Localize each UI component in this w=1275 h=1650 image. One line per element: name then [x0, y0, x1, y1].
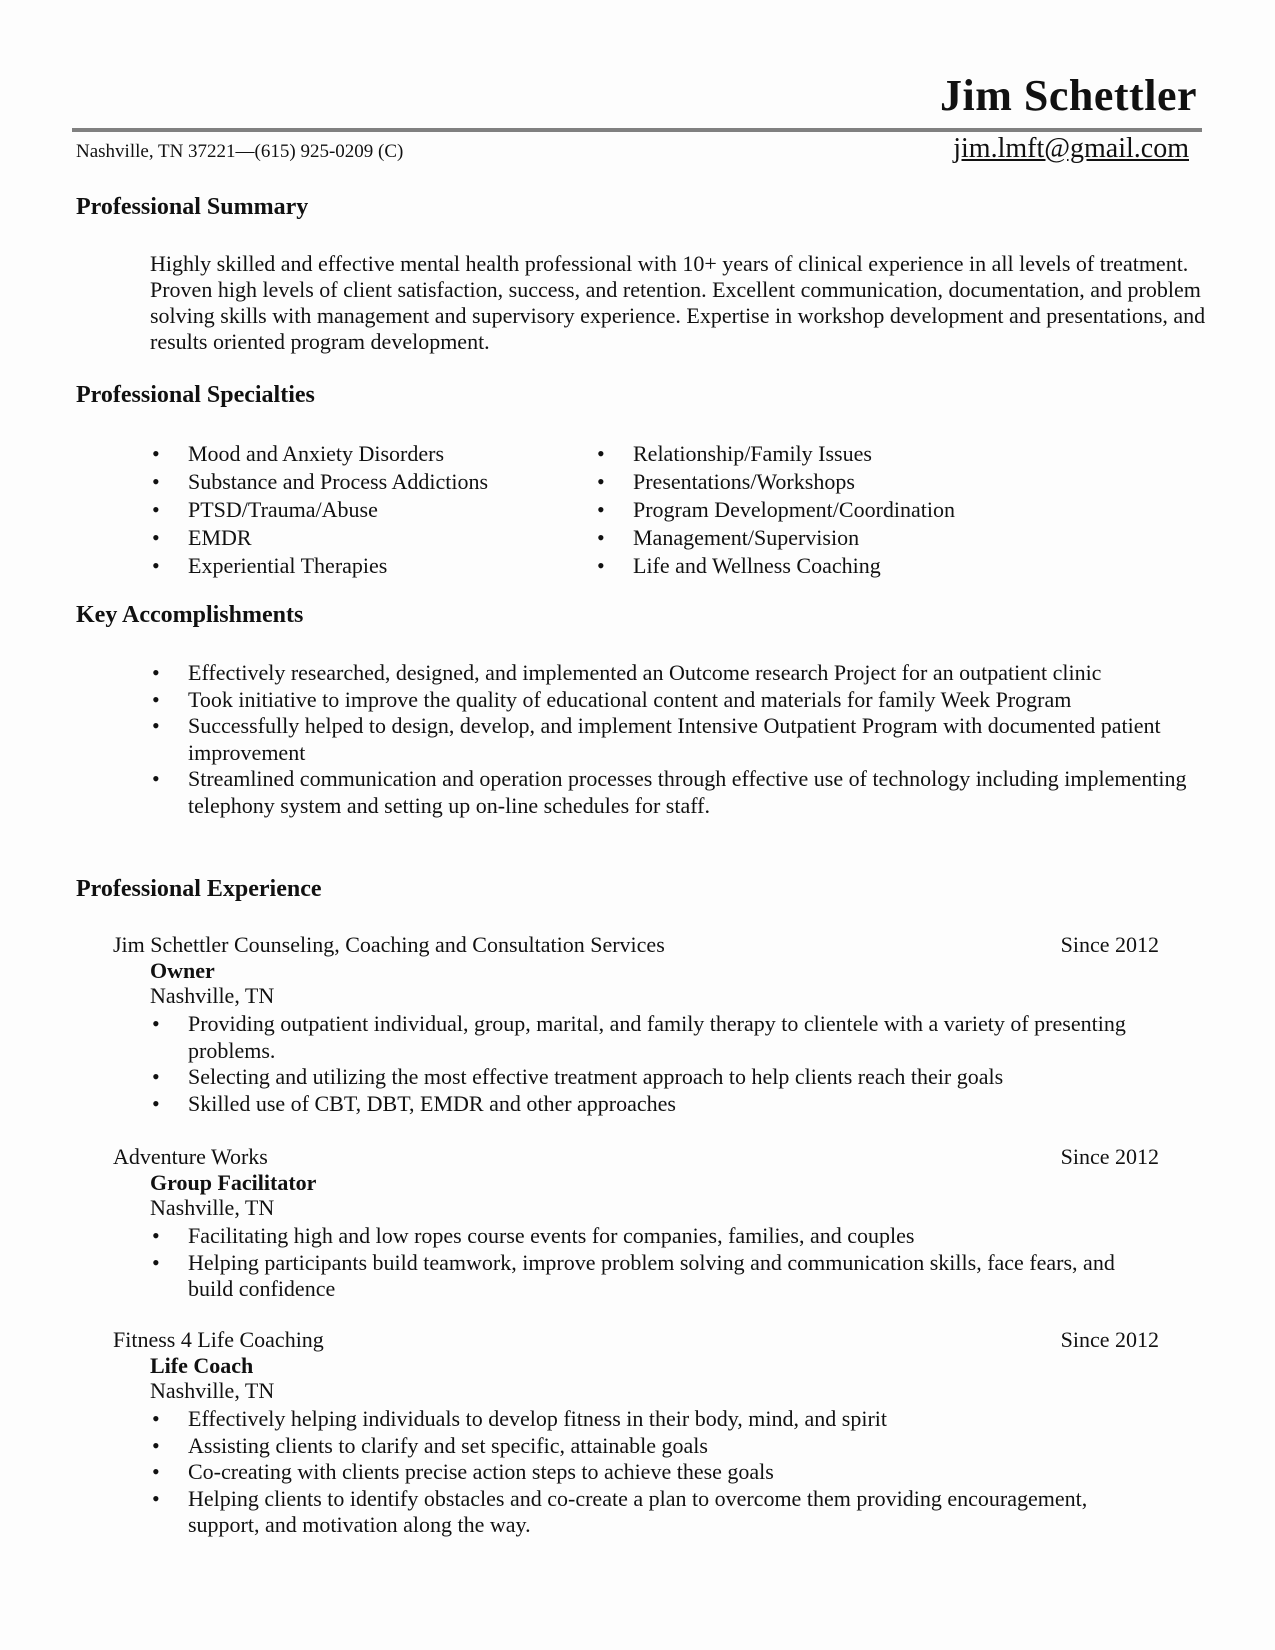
- job-location: Nashville, TN: [150, 983, 275, 1008]
- list-item: • Helping clients to identify obstacles and co-create a plan to overcome them providing encouragement, support, and motivation along the way.: [150, 1486, 1159, 1539]
- summary-heading: Professional Summary: [76, 194, 309, 220]
- job-location: Nashville, TN: [150, 1195, 275, 1220]
- job-title: Owner: [150, 958, 215, 983]
- list-item: • Facilitating high and low ropes course events for companies, families, and couples: [150, 1223, 1159, 1250]
- list-item: • EMDR: [150, 524, 590, 552]
- job-entry: [113, 1327, 1159, 1539]
- header-divider: [72, 128, 1202, 132]
- job-date: Since 2012: [1060, 1144, 1159, 1169]
- contact-info: Nashville, TN 37221—(615) 925-0209 (C): [76, 141, 404, 162]
- list-item: • Assisting clients to clarify and set specific, attainable goals: [150, 1433, 1159, 1460]
- list-item: • Relationship/Family Issues: [595, 440, 1095, 468]
- list-item: • PTSD/Trauma/Abuse: [150, 496, 590, 524]
- list-item: • Took initiative to improve the quality of educational content and materials for family Week Program: [150, 687, 1210, 714]
- list-item: • Presentations/Workshops: [595, 468, 1095, 496]
- job-entry: [113, 1144, 1159, 1303]
- list-item: • Mood and Anxiety Disorders: [150, 440, 590, 468]
- job-company: Fitness 4 Life Coaching: [113, 1327, 324, 1352]
- accomplishments-list: [150, 660, 1210, 819]
- list-item: • Co-creating with clients precise action steps to achieve these goals: [150, 1459, 1159, 1486]
- job-location: Nashville, TN: [150, 1378, 275, 1403]
- specialties-list-right: [595, 440, 1095, 580]
- job-title: Group Facilitator: [150, 1170, 317, 1195]
- specialties-list-left: [150, 440, 590, 580]
- list-item: • Helping participants build teamwork, improve problem solving and communication skills, face fears, and build confidence: [150, 1250, 1159, 1303]
- summary-text: Highly skilled and effective mental health professional with 10+ years of clinical experience in all levels of treatment. Proven high levels of client satisfaction, success, and retention. Excellent communication, documentation, and problem solving skills with management and supervisory experience. Expertise in workshop development and presentations, and results oriented program development.: [150, 251, 1206, 354]
- candidate-name: Jim Schettler: [940, 71, 1197, 120]
- job-bullets: [113, 1406, 1159, 1539]
- list-item: • Effectively researched, designed, and implemented an Outcome research Project for an outpatient clinic: [150, 660, 1210, 687]
- job-bullets: [113, 1223, 1159, 1303]
- list-item: • Experiential Therapies: [150, 552, 590, 580]
- job-company: Jim Schettler Counseling, Coaching and Consultation Services: [113, 932, 665, 957]
- job-company: Adventure Works: [113, 1144, 268, 1169]
- email-link[interactable]: jim.lmft@gmail.com: [953, 133, 1189, 164]
- list-item: • Life and Wellness Coaching: [595, 552, 1095, 580]
- list-item: • Selecting and utilizing the most effective treatment approach to help clients reach their goals: [150, 1064, 1159, 1091]
- job-entry: [113, 932, 1159, 1117]
- job-title: Life Coach: [150, 1353, 254, 1378]
- list-item: • Streamlined communication and operation processes through effective use of technology including implementing telephony system and setting up on-line schedules for staff.: [150, 766, 1210, 819]
- list-item: • Effectively helping individuals to develop fitness in their body, mind, and spirit: [150, 1406, 1159, 1433]
- accomplishments-heading: Key Accomplishments: [76, 602, 304, 628]
- job-bullets: [113, 1011, 1159, 1117]
- list-item: • Skilled use of CBT, DBT, EMDR and other approaches: [150, 1091, 1159, 1118]
- job-date: Since 2012: [1060, 932, 1159, 957]
- specialties-heading: Professional Specialties: [76, 382, 315, 408]
- list-item: • Successfully helped to design, develop, and implement Intensive Outpatient Program with documented patient improvement: [150, 713, 1210, 766]
- list-item: • Program Development/Coordination: [595, 496, 1095, 524]
- list-item: • Providing outpatient individual, group, marital, and family therapy to clientele with a variety of presenting problems.: [150, 1011, 1159, 1064]
- job-date: Since 2012: [1060, 1327, 1159, 1352]
- list-item: • Substance and Process Addictions: [150, 468, 590, 496]
- list-item: • Management/Supervision: [595, 524, 1095, 552]
- experience-heading: Professional Experience: [76, 876, 322, 902]
